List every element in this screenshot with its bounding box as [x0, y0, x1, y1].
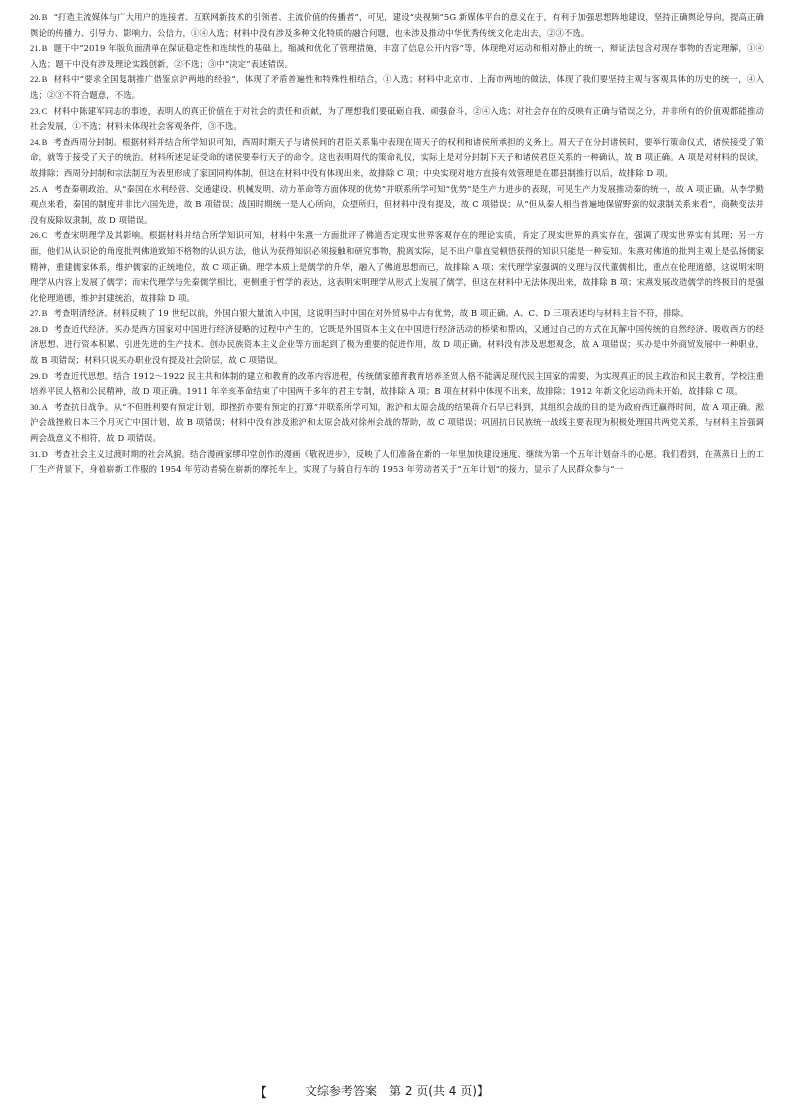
question-number: 22. — [30, 75, 41, 85]
question-number: 27. — [30, 309, 41, 319]
answer-entry — [30, 322, 764, 369]
answer-entry — [30, 228, 764, 306]
answer-letter: D — [41, 371, 48, 381]
answer-entry — [30, 10, 764, 41]
answer-letter: B — [41, 44, 48, 54]
answer-letter: B — [41, 13, 48, 22]
answer-entry — [30, 182, 764, 229]
answer-explanation: 考查明清经济。材料反映了 19 世纪以前，外国白银大量流入中国，这说明当时中国在对外贸易中占有优势，故 B 项正确。A、C、D 三项表述均与材料主旨不符，排除。 — [53, 308, 689, 319]
answer-explanation: 考查西周分封制。根据材料并结合所学知识可知，西周时期天子与诸侯间的君臣关系集中表现在周天子的权利和诸侯所承担的义务上。周天子在分封诸侯时，要举行策命仪式，诸侯接受了策命，就等于接受了天子的统治。材料所述足证受命的诸侯要奉行天子的命令。这也表明周代的策命礼仪，实际上是对分封制下天子和诸侯君臣关系的一种确认，故 B 项正确。A 项是对材料的误读，故排除；西周分封制和宗法制互为表里形成了家国同构体制，但这在材料中没有体现出来，故排除 C 项；中央实现对地方直接有效管理是在郡县制推行以后，故排除 D 项。 — [30, 136, 764, 178]
answer-explanation: “打造主流媒体与广大用户的连接者、互联网新技术的引领者、主流价值的传播者”，可见，建设“央视频”5G 新媒体平台的意义在于，有利于加强思想阵地建设，坚持正确舆论导向，提高正确舆论的传播力、引导力、影响力、公信力，①④入选；材料中没有涉及多种文化特质的融合问题，也未涉及推动中华优秀传统文化走出去，②③不选。 — [30, 12, 764, 38]
question-number: 20. — [30, 13, 41, 22]
answer-letter: C — [41, 231, 48, 241]
answer-entry — [30, 306, 764, 322]
answer-explanation: 材料中陈建军同志的事迹，表明人的真正价值在于对社会的责任和贡献，为了理想我们要砥砺自我、顽强奋斗，②④入选；对社会存在的反映有正确与错误之分，并非所有的价值观都能推动社会发展，①不选；材料未体现社会客观条件，③不选。 — [30, 105, 764, 132]
answer-explanation: 考查近代经济。买办是西方国家对中国进行经济侵略的过程中产生的，它既是外国资本主义在中国进行经济活动的桥梁和帮凶，又通过自己的方式在瓦解中国传统的自然经济、吸收西方的经济思想、进行资本积累、引进先进的生产技术、创办民族资本主义企业等方面起到了极为重要的促进作用，故 D 项正确。材料没有涉及思想观念，故 A 项错误；买办是中外商贸发展中一种职业，故 B 项错误；材料只说买办职业没有提及社会阶层，故 C 项错误。 — [30, 323, 764, 366]
answer-explanation: 考查宋明理学及其影响。根据材料并结合所学知识可知，材料中朱熹一方面批评了佛道否定现实世界客观存在的理论实质，肯定了现实世界的真实存在，强调了现实世界实有其理；另一方面，他们从认识论的角度批判佛道致知不格物的认识方法，他认为获得知识必须接触和研究事物，脱离实际，足不出户靠直觉顿悟获得的知识只能是一种妄知。朱熹对佛道的批判主观上是弘扬儒家精神，重建儒家体系，维护儒家的正统地位，故 C 项正确。理学本质上是儒学的升华，融入了佛道思想而已，故排除 A 项；宋代理学家强调的义理与汉代董儒相比，重点在伦理道德，这说明宋明理学从内容上发展了儒学；而宋代理学与先秦儒学相比，更侧重于哲学的表达，这表明宋明理学从形式上发展了儒学，但这在材料中无法体现出来，故排除 B 项；宋熹发展改造儒学的终极目的是强化伦理道德，维护封建统治，故排除 D 项。 — [30, 230, 764, 303]
answer-entry — [30, 447, 764, 478]
answer-explanation: 题干中“2019 年版负面清单在保证稳定性和连续性的基础上，缩减和优化了管理措施，丰富了信息公开内容”等，体现绝对运动和相对静止的统一，辩证法包含对现存事物的否定理解，①④入选；题干中没有涉及理论实践创新，②不选；③中“决定”表述错误。 — [30, 43, 764, 69]
answer-letter: A — [41, 184, 48, 194]
answer-entry — [30, 104, 764, 135]
page-footer — [0, 1082, 794, 1104]
answer-explanation: 考查社会主义过渡时期的社会风貌。结合漫画家缪印堂创作的漫画《敬祝进步》，反映了人们准备在新的一年里加快建设速度、继续为第一个五年计划奋斗的心愿。我们看到，在蒸蒸日上的工厂生产背景下，身着崭新工作服的 1954 年劳动者骑在崭新的摩托车上，实现了与骑自行车的 1953 年劳动者关于“五年计划”的接力，显示了人民群众参与“一 — [30, 448, 764, 475]
question-number: 31. — [30, 449, 41, 459]
question-number: 24. — [30, 137, 41, 147]
answer-explanation: 考查秦朝政治。从“秦国在水利经营、交通建设、机械发明、动力革命等方面体现的优势”并联系所学可知“优势”是生产力进步的表现，可见生产力发展推动秦的统一，故 A 项正确。从李学勤观点来看，秦国的制度并非比六国先进，故 B 项错误；战国时期统一是人心所向，众望所归，但材料中没有提及，故 C 项错误；从“但从秦人相当普遍地保留野蛮的奴隶制关系来看”，商鞅变法并没有废除奴隶制，故 D 项错误。 — [30, 183, 764, 225]
footer-page-label: 文综参考答案 第 2 页(共 4 页)】 — [305, 1084, 489, 1098]
answer-entry — [30, 135, 764, 182]
question-number: 28. — [30, 324, 41, 334]
answer-letter: C — [41, 106, 48, 116]
answer-entry — [30, 41, 764, 72]
answer-entry — [30, 72, 764, 103]
answer-entry — [30, 400, 764, 447]
question-number: 23. — [30, 106, 41, 116]
answer-letter: D — [41, 449, 48, 459]
answer-explanation: 考查近代思想。结合 1912～1922 民主共和体制的建立和教育的改革内容进程，传统儒家德育教育培养圣贤人格不能满足现代民主国家的需要，为实现真正的民主政治和民主教育，学校注重培养平民人格和公民精神，故 D 项正确。1911 年辛亥革命结束了中国两千多年的君主专制，故排除 A 项；B 项在材料中体现不出来，故排除；1912 年新文化运动尚未开始，故排除 C 项。 — [30, 370, 764, 397]
answer-explanation: 材料中“要求全国复制推广借鉴京沪两地的经验”，体现了矛盾普遍性和特殊性相结合，①入选；材料中北京市、上海市两地的做法，体现了我们要坚持主观与客观具体的历史的统一，④入选；②③不符合题意，不选。 — [30, 74, 764, 100]
answer-entry — [30, 369, 764, 400]
question-number: 30. — [30, 402, 41, 412]
answer-letter: A — [41, 402, 48, 412]
question-number: 26. — [30, 231, 41, 241]
question-number: 25. — [30, 184, 41, 194]
answer-list — [30, 10, 764, 478]
answer-letter: D — [41, 324, 48, 334]
question-number: 21. — [30, 44, 41, 54]
answer-letter: B — [41, 137, 48, 147]
footer-bracket: 【 — [254, 1086, 268, 1101]
answer-letter: B — [41, 75, 48, 85]
answer-letter: B — [41, 309, 48, 319]
answer-explanation: 考查抗日战争。从“不但胜利要有预定计划，即挫折亦要有预定的打算”并联系所学可知，淞沪和太原会战的结果蒋介石早已料到，其组织会战的目的是为政府西迁赢得时间，故 A 项正确。淞沪会战挫败日本三个月灭亡中国计划，故 B 项错误；材料中没有涉及淞沪和太原会战对徐州会战的帮助，故 C 项错误；巩固抗日民族统一战线主要表现为积极处理国共两党关系，与材料主旨强调两会战意义不相符，故 D 项错误。 — [30, 401, 764, 444]
question-number: 29. — [30, 371, 41, 381]
